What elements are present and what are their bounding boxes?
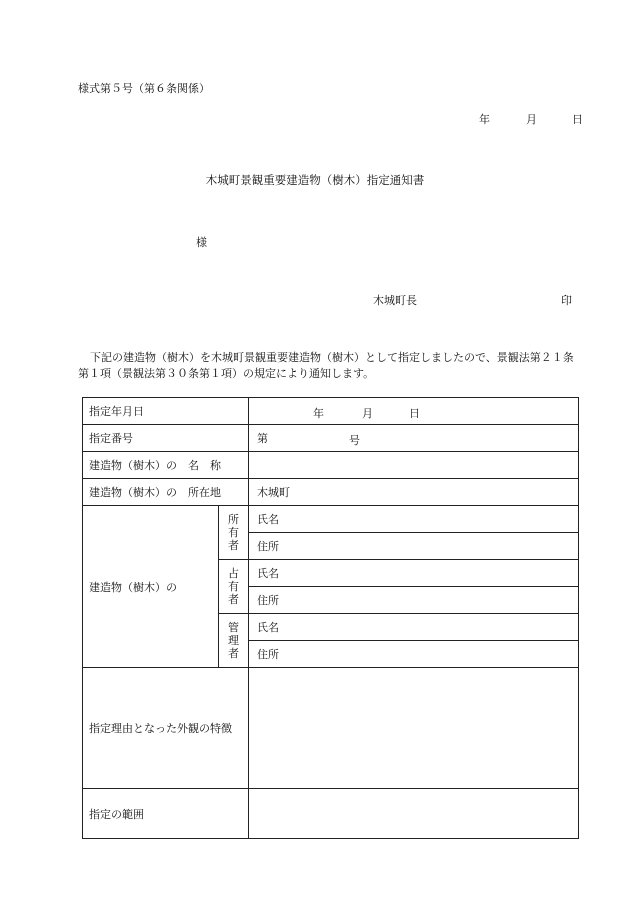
reason-value	[249, 668, 579, 789]
designation-date-month: 月	[362, 407, 373, 420]
occupant-char: 占	[228, 567, 239, 580]
manager-name-field: 氏名	[249, 614, 579, 641]
form-number: 様式第５号（第６条関係）	[78, 82, 210, 95]
manager-char: 者	[228, 647, 239, 660]
table-row-reason	[83, 668, 579, 789]
manager-address-field: 住所	[249, 641, 579, 668]
scope-label: 指定の範囲	[83, 789, 249, 839]
building-location-label: 建造物（樹木）の 所在地	[83, 479, 249, 506]
designation-date-day: 日	[409, 407, 420, 420]
body-text: 下記の建造物（樹木）を木城町景観重要建造物（樹木）として指定しましたので、景観法第２１条第１項（景観法第３０条第１項）の規定により通知します。	[78, 351, 574, 380]
reason-label: 指定理由となった外観の特徴	[83, 668, 249, 789]
table-row-location	[83, 479, 579, 506]
designation-number-prefix: 第	[257, 432, 268, 445]
addressee-suffix: 様	[196, 236, 207, 249]
party-group-label: 建造物（樹木）の	[83, 506, 219, 668]
designation-date-label: 指定年月日	[83, 398, 249, 425]
owner-name-field: 氏名	[249, 506, 579, 533]
building-location-value: 木城町	[249, 479, 579, 506]
table-row-owner-name	[83, 506, 579, 533]
occupant-char: 者	[228, 593, 239, 606]
table-row-date	[83, 398, 579, 425]
building-name-value	[249, 452, 579, 479]
owner-char: 有	[228, 526, 239, 539]
manager-char: 理	[228, 634, 239, 647]
occupant-char: 有	[228, 580, 239, 593]
seal-mark: 印	[561, 294, 572, 307]
owner-char: 所	[228, 513, 239, 526]
issue-date-day: 日	[572, 113, 583, 126]
document-title: 木城町景観重要建造物（樹木）指定通知書	[205, 173, 425, 187]
owner-label	[219, 506, 249, 560]
occupant-address-field: 住所	[249, 587, 579, 614]
table-row-scope	[83, 789, 579, 839]
designation-date-year: 年	[313, 407, 324, 420]
designation-date-value	[249, 398, 579, 425]
manager-label	[219, 614, 249, 668]
issuer-name: 木城町長	[373, 294, 417, 307]
issue-date-year: 年	[479, 113, 490, 126]
table-row-name	[83, 452, 579, 479]
designation-table	[82, 397, 579, 839]
building-name-label: 建造物（樹木）の 名 称	[83, 452, 249, 479]
table-row-number	[83, 425, 579, 452]
manager-char: 管	[228, 621, 239, 634]
occupant-label	[219, 560, 249, 614]
designation-number-value	[249, 425, 579, 452]
designation-number-suffix: 号	[349, 434, 360, 447]
issue-date-month: 月	[526, 113, 537, 126]
owner-char: 者	[228, 539, 239, 552]
occupant-name-field: 氏名	[249, 560, 579, 587]
scope-value	[249, 789, 579, 839]
owner-address-field: 住所	[249, 533, 579, 560]
designation-number-label: 指定番号	[83, 425, 249, 452]
